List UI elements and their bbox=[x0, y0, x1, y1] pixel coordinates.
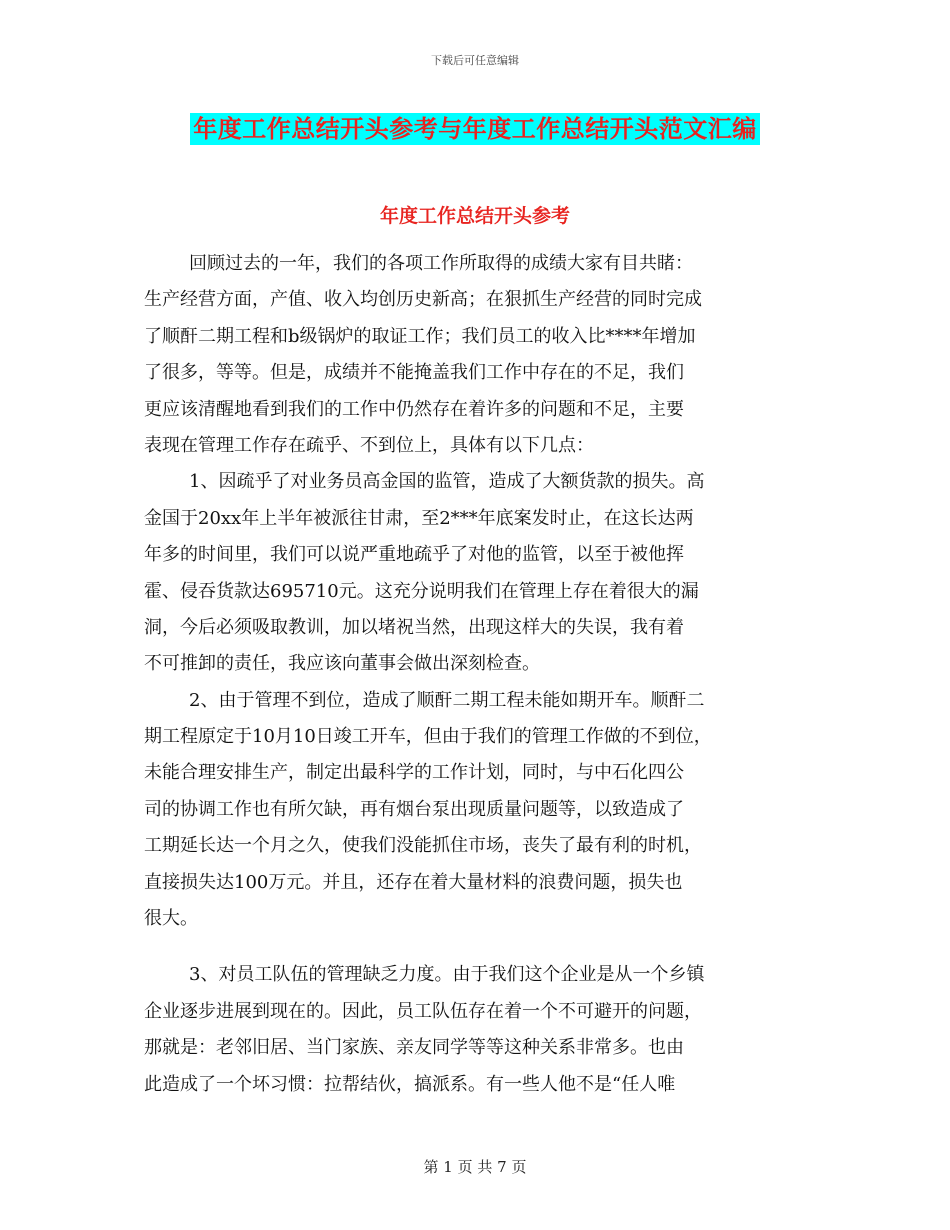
paragraph-line: 很大。 bbox=[144, 908, 198, 930]
document-title: 年度工作总结开头参考与年度工作总结开头范文汇编 bbox=[190, 113, 760, 145]
paragraph-line: 1、因疏乎了对业务员高金国的监管，造成了大额货款的损失。高 bbox=[189, 471, 705, 493]
paragraph-line: 霍、侵吞货款达695710元。这充分说明我们在管理上存在着很大的漏 bbox=[144, 580, 699, 602]
paragraph-line: 直接损失达100万元。并且，还存在着大量材料的浪费问题，损失也 bbox=[144, 871, 683, 893]
document-title-container bbox=[0, 113, 950, 145]
paragraph-line: 不可推卸的责任，我应该向董事会做出深刻检查。 bbox=[144, 653, 540, 675]
paragraph-line: 金国于20xx年上半年被派往甘肃，至2***年底案发时止，在这长达两 bbox=[144, 507, 694, 529]
paragraph-line: 工期延长达一个月之久，使我们没能抓住市场，丧失了最有利的时机， bbox=[144, 835, 702, 857]
paragraph-line: 表现在管理工作存在疏乎、不到位上，具体有以下几点： bbox=[144, 434, 594, 456]
paragraph-line: 未能合理安排生产，制定出最科学的工作计划，同时，与中石化四公 bbox=[144, 762, 684, 784]
paragraph-line: 了顺酐二期工程和b级锅炉的取证工作；我们员工的收入比****年增加 bbox=[144, 325, 696, 347]
page-header-note: 下载后可任意编辑 bbox=[431, 54, 519, 67]
paragraph-line: 2、由于管理不到位，造成了顺酐二期工程未能如期开车。顺酐二 bbox=[189, 689, 705, 711]
paragraph-line: 洞，今后必须吸取教训，加以堵祝当然，出现这样大的失误，我有着 bbox=[144, 616, 684, 638]
paragraph-line: 此造成了一个坏习惯：拉帮结伙，搞派系。有一些人他不是“任人唯 bbox=[144, 1073, 676, 1095]
paragraph-line: 年多的时间里，我们可以说严重地疏乎了对他的监管，以至于被他挥 bbox=[144, 544, 684, 566]
page-number: 第 1 页 共 7 页 bbox=[423, 1158, 527, 1176]
paragraph-line: 3、对员工队伍的管理缺乏力度。由于我们这个企业是从一个乡镇 bbox=[189, 964, 705, 986]
paragraph-line: 那就是：老邻旧居、当门家族、亲友同学等等这种关系非常多。也由 bbox=[144, 1037, 684, 1059]
paragraph-line: 司的协调工作也有所欠缺，再有烟台泵出现质量问题等，以致造成了 bbox=[144, 798, 684, 820]
paragraph-line: 生产经营方面，产值、收入均创历史新高；在狠抓生产经营的同时完成 bbox=[144, 289, 702, 311]
section-title: 年度工作总结开头参考 bbox=[379, 205, 570, 227]
paragraph-line: 回顾过去的一年，我们的各项工作所取得的成绩大家有目共睹： bbox=[189, 253, 693, 274]
paragraph-line: 企业逐步进展到现在的。因此，员工队伍存在着一个不可避开的问题， bbox=[144, 1000, 702, 1022]
paragraph-line: 了很多，等等。但是，成绩并不能掩盖我们工作中存在的不足，我们 bbox=[144, 362, 684, 384]
document-body bbox=[144, 246, 804, 1103]
paragraph-line: 期工程原定于10月10日竣工开车，但由于我们的管理工作做的不到位， bbox=[144, 726, 712, 748]
paragraph-line: 更应该清醒地看到我们的工作中仍然存在着许多的问题和不足，主要 bbox=[144, 398, 684, 420]
paragraph-spacer bbox=[144, 937, 804, 957]
